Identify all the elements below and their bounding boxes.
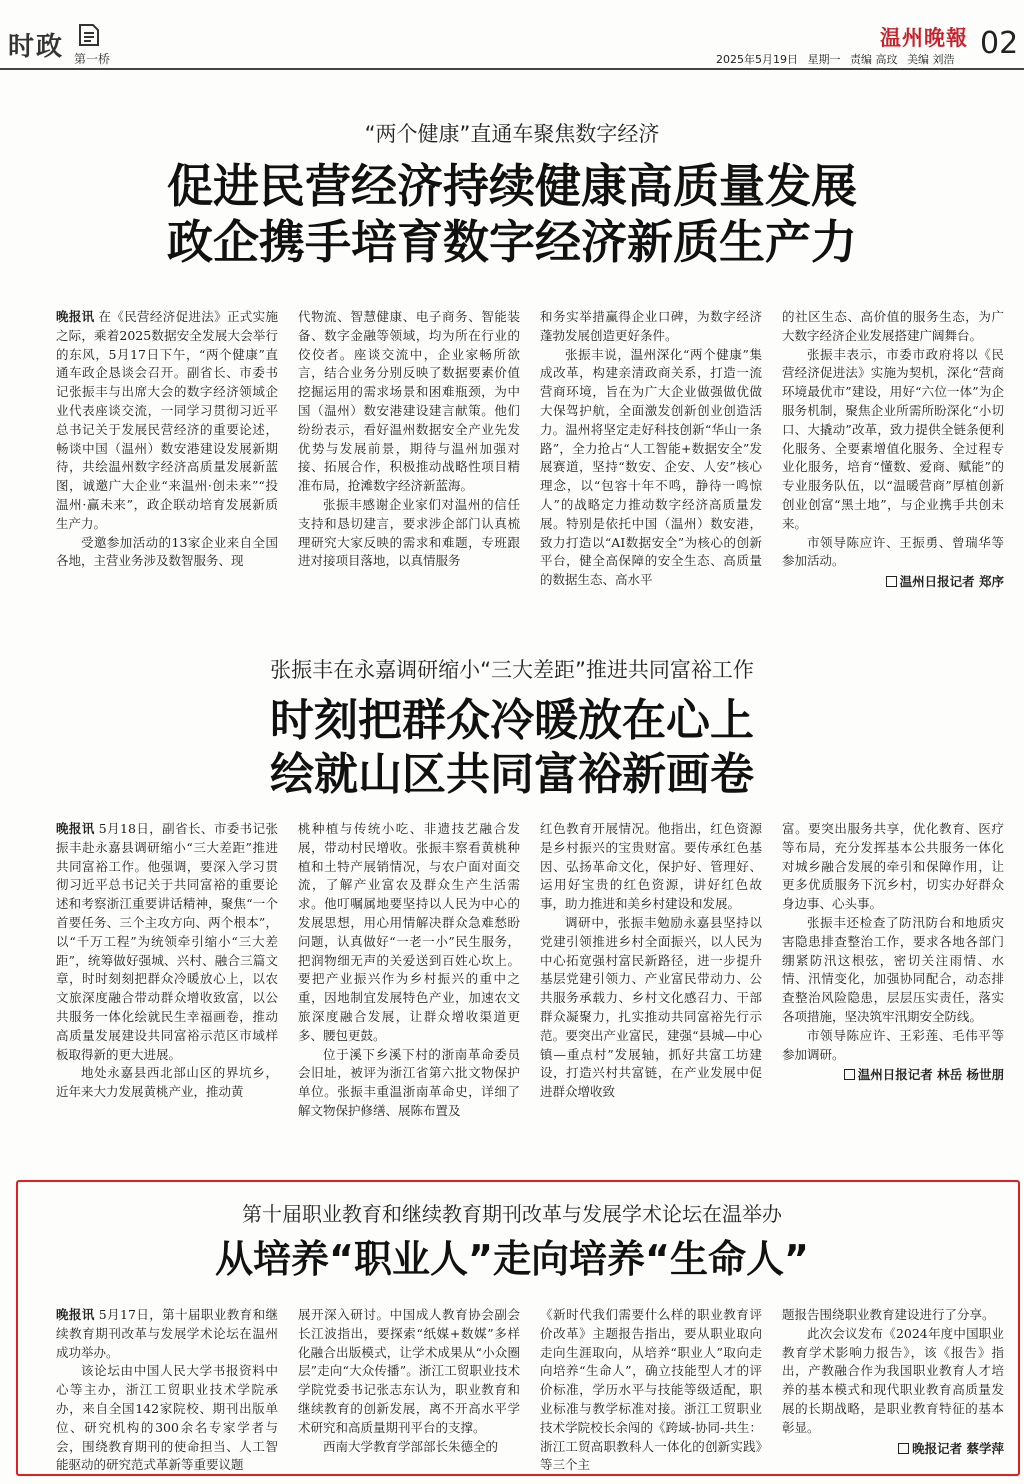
story3-column-3 xyxy=(540,1306,762,1472)
paragraph: 市领导陈应许、王振勇、曾瑞华等参加活动。 xyxy=(782,534,1004,569)
story1-headline-line1: 促进民营经济持续健康高质量发展 xyxy=(167,159,857,213)
section-name: 时政 xyxy=(8,32,65,62)
story2-column-3 xyxy=(540,820,762,1120)
paragraph: 富。要突出服务共享，优化教育、医疗等布局，充分发挥基本公共服务一体化对城乡融合发展的牵引和保障作用，让更多优质服务下沉乡村，切实办好群众身边事、心头事。 xyxy=(782,821,1004,912)
lead-tag: 晚报讯 xyxy=(56,1307,95,1322)
designer: 美编 刘浩 xyxy=(907,53,955,66)
paragraph: 桃种植与传统小吃、非遗技艺融合发展，带动村民增收。张振丰察看黄桃种植和土特产展销情况，与农户面对面交流，了解产业富农及群众生产生活需求。他叮嘱属地要坚持以人民为中心的发展思想，用心用情解决群众急难愁盼问题，认真做好“一老一小”民生服务，把润物细无声的关爱送到百姓心坎上。要把产业振兴作为乡村振兴的重中之重，因地制宜发展特色产业，加速农文旅深度融合发展，让群众增收渠道更多、腰包更鼓。 xyxy=(298,821,520,1043)
story1-column-4 xyxy=(782,308,1004,590)
paragraph: 代物流、智慧健康、电子商务、智能装备、数字金融等领域，均为所在行业的佼佼者。座谈交流中，企业家畅所欲言，结合业务分别反映了数据要素价值挖掘运用的需求场景和困难瓶颈，为中国（温州）数安港建设建言献策。他们纷纷表示，看好温州数据安全产业先发优势与发展前景，期待与温州加强对接、拓展合作，积极推动战略性项目精准布局，抢滩数字经济新蓝海。 xyxy=(298,309,520,494)
story1-byline: 温州日报记者 郑序 xyxy=(782,573,1004,592)
story2-byline: 温州日报记者 林岳 杨世朋 xyxy=(782,1066,1004,1085)
story1-column-1 xyxy=(56,308,278,578)
paragraph: 《新时代我们需要什么样的职业教育评价改革》主题报告指出，要从职业取向走向生涯取向，从培养“职业人”取向走向培养“生命人”，确立技能型人才的评价标准，学历水平与技能等级适配，职业标准与教学标准对接。浙江工贸职业技术学院校长余闯的《跨域-协同-共生：浙江工贸高职教科人一体化的创新实践》等三个主 xyxy=(540,1307,762,1473)
section-subtitle: 第一桥 xyxy=(74,52,111,66)
story3-column-2 xyxy=(298,1306,520,1472)
paragraph: 调研中，张振丰勉励永嘉县坚持以党建引领推进乡村全面振兴，以人民为中心拓宽强村富民新路径，进一步提升基层党建引领力、产业富民带动力、公共服务承载力、乡村文化感召力、干部群众凝聚力，扎实推动共同富裕先行示范。要突出产业富民，建强“县城—中心镇—重点村”发展轴，抓好共富工坊建设，打造兴村共富链，在产业发展中促进群众增收致 xyxy=(540,914,762,1100)
paragraph: 此次会议发布《2024年度中国职业教育学术影响力报告》，该《报告》指出，产教融合作为我国职业教育人才培养的基本模式和现代职业教育高质量发展的长期战略，是职业教育特征的基本彰显。 xyxy=(782,1325,1004,1435)
story3-column-4 xyxy=(782,1306,1004,1472)
masthead-rule xyxy=(0,68,1024,70)
lead-tag: 晚报讯 xyxy=(56,821,95,836)
story1-column-3 xyxy=(540,308,762,588)
dateline xyxy=(716,51,961,67)
paragraph: 市领导陈应许、王彩莲、毛伟平等参加调研。 xyxy=(782,1027,1004,1062)
story2-body xyxy=(56,820,1004,1120)
story1-body xyxy=(56,308,1004,590)
paragraph: 的社区生态、高价值的服务生态，为广大数字经济企业发展搭建广阔舞台。 xyxy=(782,309,1004,343)
paragraph: 张振丰表示，市委市政府将以《民营经济促进法》实施为契机，深化“营商环境最优市”建设，用好“六位一体”为企服务机制，聚焦企业所需所盼深化“小切口、大撬动”改革，致力提供全链条便利化服务、全要素增值化服务、全过程专业化服务，培育“懂数、爱商、赋能”的专业服务队伍，以“温暖营商”厚植创新创业创富“黑土地”，与企业携手共创未来。 xyxy=(782,346,1004,531)
paragraph: 红色教育开展情况。他指出，红色资源是乡村振兴的宝贵财富。要传承红色基因、弘扬革命文化，保护好、管理好、运用好宝贵的红色资源，讲好红色故事，助力推进和美乡村建设和发展。 xyxy=(540,821,762,912)
paragraph: 5月17日，第十届职业教育和继续教育期刊改革与发展学术论坛在温州成功举办。 xyxy=(56,1307,278,1360)
story2-headline-line2: 绘就山区共同富裕新画卷 xyxy=(270,749,754,800)
story2-headline-line1: 时刻把群众冷暖放在心上 xyxy=(270,695,754,746)
weekday: 星期一 xyxy=(807,53,841,66)
story1-kicker: “两个健康”直通车聚焦数字经济 xyxy=(364,122,660,146)
editor: 责编 高玟 xyxy=(850,53,898,66)
document-icon xyxy=(76,22,102,48)
paragraph: 在《民营经济促进法》正式实施之际，乘着2025数据安全发展大会举行的东风，5月17日下午，“两个健康”直通车政企恳谈会召开。副省长、市委书记张振丰与出席大会的数字经济领域企业代表座谈交流，一同学习贯彻习近平总书记关于发展民营经济的重要论述，畅谈中国（温州）数安港建设发展新期待，共绘温州数字经济高质量发展新蓝图，诚邀广大企业“来温州·创未来”“投温州·赢未来”，政企联动培育发展新质生产力。 xyxy=(56,309,278,531)
story2-column-1 xyxy=(56,820,278,1120)
story1-column-2 xyxy=(298,308,520,578)
story3-byline: 晚报记者 蔡学萍 xyxy=(782,1440,1004,1459)
paragraph: 和务实举措赢得企业口碑，为数字经济蓬勃发展创造更好条件。 xyxy=(540,309,762,343)
story2-column-2 xyxy=(298,820,520,1120)
paragraph: 受邀参加活动的13家企业来自全国各地，主营业务涉及数智服务、现 xyxy=(56,534,278,569)
date: 2025年5月19日 xyxy=(716,53,798,66)
story3-body xyxy=(56,1306,1004,1472)
paragraph: 5月18日，副省长、市委书记张振丰赴永嘉县调研缩小“三大差距”推进共同富裕工作。他强调，要深入学习贯彻习近平总书记关于共同富裕的重要论述和考察浙江重要讲话精神，聚焦“一个首要任务、三个主攻方向、两个根本”，以“千万工程”为统领牵引缩小“三大差距”，统筹做好强城、兴村、融合三篇文章，时时刻刻把群众冷暖放心上，以农文旅深度融合带动群众增收致富，以公共服务一体化绘就民生幸福画卷，推动高质量发展建设共同富裕示范区市域样板取得新的更大进展。 xyxy=(56,821,278,1062)
lead-tag: 晚报讯 xyxy=(56,309,95,324)
paper-logo: 温州晚報 xyxy=(880,25,968,50)
paragraph: 地处永嘉县西北部山区的界坑乡，近年来大力发展黄桃产业，推动黄 xyxy=(56,1065,278,1100)
paragraph: 该论坛由中国人民大学书报资料中心等主办，浙江工贸职业技术学院承办，来自全国142家院校、期刊出版单位、研究机构的300余名专家学者与会，围绕教育期刊的使命担当、人工智能驱动的研究范式革新等重要议题 xyxy=(56,1363,278,1473)
story1-headline-line2: 政企携手培育数字经济新质生产力 xyxy=(167,215,857,269)
paragraph: 题报告围绕职业教育建设进行了分享。 xyxy=(782,1307,995,1322)
page-number: 02 xyxy=(980,26,1019,61)
paragraph: 展开深入研讨。中国成人教育协会副会长江波指出，要探索“纸媒+数媒”多样化融合出版模式，让学术成果从“小众圈层”走向“大众传播”。浙江工贸职业技术学院党委书记张志东认为，职业教育和继续教育的创新发展，离不开高水平学术研究和高质量期刊平台的支撑。 xyxy=(298,1307,520,1435)
story3-headline: 从培养“职业人”走向培养“生命人” xyxy=(215,1237,809,1281)
paragraph: 西南大学教育学部部长朱德全的 xyxy=(323,1438,499,1454)
paragraph: 位于溪下乡溪下村的浙南革命委员会旧址，被评为浙江省第六批文物保护单位。张振丰重温浙南革命史，详细了解文物保护修缮、展陈布置及 xyxy=(298,1046,520,1118)
story2-column-4 xyxy=(782,820,1004,1120)
masthead xyxy=(0,0,1024,70)
paragraph: 张振丰感谢企业家们对温州的信任支持和恳切建言，要求涉企部门认真梳理研究大家反映的需求和难题，专班跟进对接项目落地，以真情服务 xyxy=(298,496,520,569)
story3-column-1 xyxy=(56,1306,278,1472)
paragraph: 张振丰还检查了防汛防台和地质灾害隐患排查整治工作，要求各地各部门绷紧防汛这根弦，密切关注雨情、水情、汛情变化，加强协同配合，动态排查整治风险隐患，层层压实责任，落实各项措施，坚决筑牢汛期安全防线。 xyxy=(782,914,1004,1024)
story2-kicker: 张振丰在永嘉调研缩小“三大差距”推进共同富裕工作 xyxy=(270,658,754,682)
story3-kicker: 第十届职业教育和继续教育期刊改革与发展学术论坛在温举办 xyxy=(242,1202,782,1226)
paragraph: 张振丰说，温州深化“两个健康”集成改革，构建亲清政商关系，打造一流营商环境，旨在为广大企业做强做优做大保驾护航，全面激发创新创业创造活力。温州将坚定走好科技创新“华山一条路”，全力抢占“人工智能+数据安全”发展赛道，坚持“数安、企安、人安”核心理念，以“包容十年不鸣，静待一鸣惊人”的战略定力推动数字经济高质量发展。特别是依托中国（温州）数安港，致力打造以“AI数据安全”为核心的创新平台，健全高保障的安全生态、高质量的数据生态、高水平 xyxy=(540,346,762,588)
